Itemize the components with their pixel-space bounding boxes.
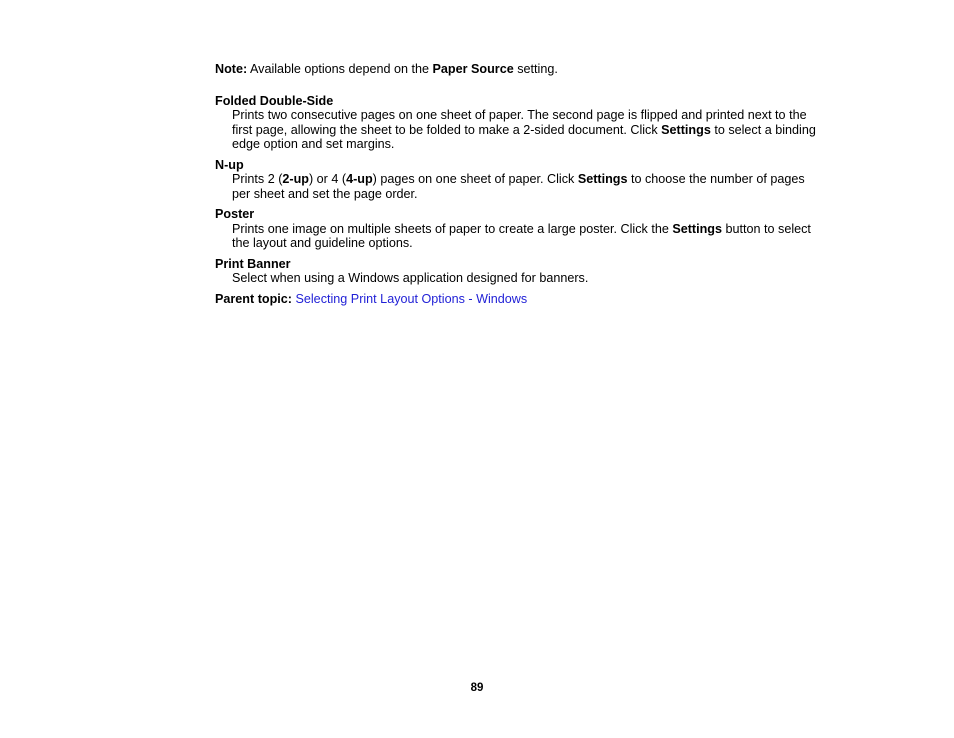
desc-text: button to select the layout and guideline options. (232, 221, 811, 250)
definition-desc-poster (232, 222, 820, 251)
page-number: 89 (470, 682, 484, 694)
desc-bold: 4-up (346, 172, 373, 186)
definition-term-print-banner: Print Banner (215, 256, 291, 271)
definition-term-n-up: N-up (215, 157, 244, 172)
desc-bold: 2-up (282, 172, 309, 186)
desc-bold: Settings (672, 221, 723, 236)
note-bold-term: Paper Source (432, 62, 514, 76)
note-label: Note: (215, 62, 248, 76)
desc-text: Prints two consecutive pages on one sheet of paper. The second page is flipped and printed next to the first page, allowing the sheet to be folded to make a 2-sided document. Click (232, 108, 807, 137)
desc-bold: Settings (661, 122, 711, 137)
definition-desc-print-banner (232, 271, 820, 286)
parent-topic (215, 292, 820, 307)
definition-term-poster: Poster (215, 207, 255, 221)
desc-text: to select a binding edge option and set margins. (232, 122, 816, 151)
definition-desc-folded-double-side (232, 108, 820, 152)
definition-desc-n-up (232, 172, 820, 201)
note-text-before: Available options depend on the (247, 62, 433, 76)
document-body (215, 62, 820, 306)
parent-topic-link[interactable]: Selecting Print Layout Options - Windows (295, 291, 528, 306)
desc-text: Prints one image on multiple sheets of paper to create a large poster. Click the (232, 221, 673, 236)
note-text-after: setting. (513, 62, 558, 76)
parent-topic-label: Parent topic: (215, 291, 292, 306)
desc-bold: Settings (577, 172, 628, 186)
definition-term-folded-double-side: Folded Double-Side (215, 93, 334, 108)
note-paragraph (215, 62, 820, 77)
desc-text: ) pages on one sheet of paper. Click (372, 172, 578, 186)
desc-text: ) or 4 ( (308, 172, 347, 186)
desc-text: Select when using a Windows application designed for banners. (232, 271, 589, 285)
desc-text: Prints 2 ( (232, 172, 283, 186)
desc-text: to choose the number of pages per sheet and set the page order. (232, 172, 805, 201)
